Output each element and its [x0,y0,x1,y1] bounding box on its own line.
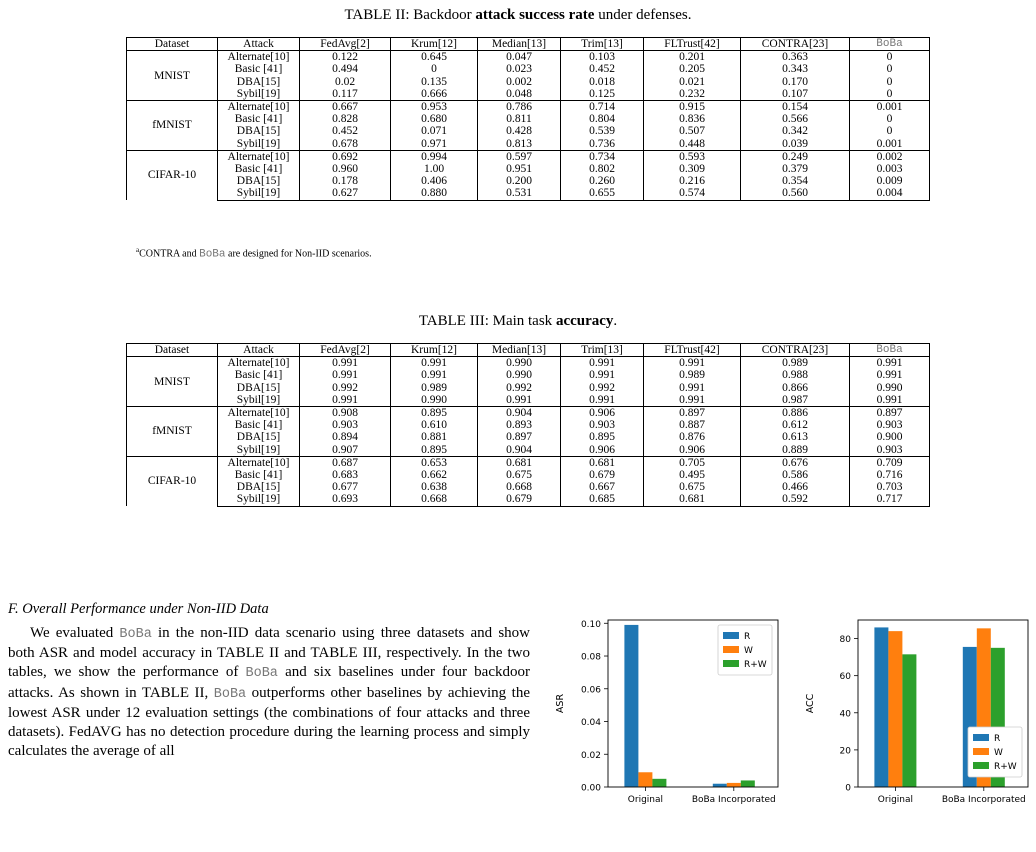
value-cell: 0.992 [300,382,391,394]
value-cell: 0.904 [478,444,561,457]
value-cell: 0.343 [741,63,850,75]
value-cell: 0.717 [850,493,930,506]
y-tick-label: 0.02 [580,750,601,761]
value-cell: 0.677 [300,481,391,493]
value-cell: 0.047 [478,51,561,64]
value-cell: 0.592 [741,493,850,506]
legend [968,727,1022,777]
x-tick-label: Original [877,795,914,805]
header-cell: FedAvg[2] [300,344,391,357]
legend-swatch [723,632,739,639]
value-cell: 0.951 [478,163,561,175]
header-cell: CONTRA[23] [741,38,850,51]
value-cell: 0.915 [644,101,741,114]
value-cell: 0.597 [478,150,561,163]
value-cell: 0.903 [561,419,644,431]
y-tick-label: 0 [845,783,851,794]
value-cell: 0.804 [561,113,644,125]
value-cell: 0.693 [300,493,391,506]
acc-bar-chart [798,612,1036,852]
attack-cell: Sybil[19] [218,493,300,506]
value-cell: 0.889 [741,444,850,457]
value-cell: 0.363 [741,51,850,64]
attack-cell: DBA[15] [218,382,300,394]
value-cell: 0.991 [644,394,741,407]
dataset-cell: CIFAR-10 [127,150,218,200]
value-cell: 0.452 [300,125,391,137]
value-cell: 0.736 [561,138,644,151]
value-cell: 0.612 [741,419,850,431]
table-row [127,163,930,175]
value-cell: 0.907 [300,444,391,457]
value-cell: 0.716 [850,469,930,481]
attack-cell: Alternate[10] [218,357,300,370]
header-cell: Median[13] [478,344,561,357]
legend-swatch [973,748,989,755]
value-cell: 0.991 [300,357,391,370]
value-cell: 0.679 [478,493,561,506]
value-cell: 0.786 [478,101,561,114]
method-name: BoBa [213,686,247,702]
legend-label: R+W [744,660,767,670]
value-cell: 0.680 [391,113,478,125]
dataset-cell: CIFAR-10 [127,456,218,506]
x-tick-label: Original [627,795,664,805]
value-cell: 0.900 [850,431,930,443]
value-cell: 0.02 [300,76,391,88]
method-name: BoBa [245,666,278,682]
value-cell: 0.001 [850,101,930,114]
value-cell: 0.991 [850,394,930,407]
value-cell: 0.125 [561,88,644,101]
y-axis-label: ASR [555,693,566,714]
value-cell: 0.897 [478,431,561,443]
value-cell: 0.613 [741,431,850,443]
value-cell: 0.201 [644,51,741,64]
value-cell: 0.893 [478,419,561,431]
table-row [127,493,930,506]
bar-r-1 [713,784,727,787]
value-cell: 0.802 [561,163,644,175]
value-cell: 0.903 [850,444,930,457]
value-cell: 0.991 [478,394,561,407]
x-tick-label: BoBa Incorporated [691,795,776,805]
value-cell: 0.681 [644,493,741,506]
attack-cell: Sybil[19] [218,88,300,101]
value-cell: 0.991 [391,369,478,381]
value-cell: 0.880 [391,187,478,200]
value-cell: 0.216 [644,175,741,187]
value-cell: 0.991 [561,369,644,381]
value-cell: 0.021 [644,76,741,88]
header-cell: Dataset [127,344,218,357]
bar-w-1 [727,783,741,787]
attack-cell: Basic [41] [218,63,300,75]
text-run: in the non-IID data scenario using three datasets and show both ASR and model accuracy in TABLE II and TABLE III, respectively. In the two tables, we show the performance of [8,625,530,681]
value-cell: 0.988 [741,369,850,381]
table-row [127,63,930,75]
table-row [127,394,930,407]
value-cell: 0.232 [644,88,741,101]
value-cell: 0.813 [478,138,561,151]
value-cell: 0.170 [741,76,850,88]
value-cell: 0 [391,63,478,75]
y-tick-label: 0.04 [580,718,601,729]
value-cell: 0.122 [300,51,391,64]
value-cell: 0.354 [741,175,850,187]
value-cell: 0.071 [391,125,478,137]
attack-cell: DBA[15] [218,481,300,493]
value-cell: 0.531 [478,187,561,200]
value-cell: 0.023 [478,63,561,75]
attack-cell: Alternate[10] [218,101,300,114]
value-cell: 0.048 [478,88,561,101]
x-tick-label: BoBa Incorporated [941,795,1026,805]
bar-r-0 [874,627,888,787]
header-cell: Dataset [127,38,218,51]
value-cell: 0.991 [300,394,391,407]
value-cell: 0.566 [741,113,850,125]
attack-cell: Alternate[10] [218,51,300,64]
attack-cell: Basic [41] [218,369,300,381]
value-cell: 0.991 [850,357,930,370]
value-cell: 0.811 [478,113,561,125]
value-cell: 0.200 [478,175,561,187]
value-cell: 0.989 [644,369,741,381]
text-run: and six baselines under four backdoor attacks. As shown in TABLE II, [8,664,530,701]
dataset-cell: MNIST [127,51,218,101]
header-cell: Median[13] [478,38,561,51]
value-cell: 0.971 [391,138,478,151]
value-cell: 0.560 [741,187,850,200]
value-cell: 0.117 [300,88,391,101]
y-tick-label: 20 [839,746,851,757]
value-cell: 0.692 [300,150,391,163]
value-cell: 0 [850,125,930,137]
value-cell: 0.039 [741,138,850,151]
table-row [127,419,930,431]
value-cell: 0.990 [478,369,561,381]
value-cell: 0 [850,88,930,101]
value-cell: 0 [850,76,930,88]
value-cell: 0.103 [561,51,644,64]
value-cell: 0.675 [478,469,561,481]
value-cell: 0.866 [741,382,850,394]
value-cell: 0.705 [644,456,741,469]
value-cell: 0.539 [561,125,644,137]
y-tick-label: 0.10 [580,619,601,630]
table-row [127,187,930,200]
y-tick-label: 60 [839,672,851,683]
value-cell: 0.309 [644,163,741,175]
legend-label: R+W [994,762,1017,772]
value-cell: 0.002 [850,150,930,163]
table-row [127,88,930,101]
table-row [127,357,930,370]
attack-cell: Basic [41] [218,163,300,175]
attack-cell: Alternate[10] [218,150,300,163]
header-cell: Attack [218,38,300,51]
header-cell: Attack [218,344,300,357]
value-cell: 0.989 [741,357,850,370]
value-cell: 0.406 [391,175,478,187]
value-cell: 0.960 [300,163,391,175]
value-cell: 0.903 [300,419,391,431]
y-tick-label: 0.06 [580,685,601,696]
value-cell: 0.342 [741,125,850,137]
value-cell: 0.734 [561,150,644,163]
legend-swatch [973,762,989,769]
table-row [127,369,930,381]
value-cell: 0.989 [391,382,478,394]
legend-label: W [744,646,753,656]
value-cell: 0.018 [561,76,644,88]
attack-cell: Basic [41] [218,113,300,125]
method-name: BoBa [119,627,152,642]
value-cell: 0.009 [850,175,930,187]
value-cell: 0 [850,63,930,75]
value-cell: 0.666 [391,88,478,101]
table2-asr [126,37,930,201]
attack-cell: Sybil[19] [218,138,300,151]
value-cell: 0 [850,113,930,125]
table-row [127,444,930,457]
section-paragraph [8,624,530,761]
dataset-cell: fMNIST [127,101,218,151]
y-tick-label: 80 [839,635,851,646]
value-cell: 0.895 [391,444,478,457]
value-cell: 0.452 [561,63,644,75]
header-cell: CONTRA[23] [741,344,850,357]
table-row [127,51,930,64]
value-cell: 0.593 [644,150,741,163]
value-cell: 0.906 [644,444,741,457]
attack-cell: Basic [41] [218,419,300,431]
header-cell: Trim[13] [561,38,644,51]
legend-label: R [744,632,751,642]
value-cell: 0.906 [561,444,644,457]
value-cell: 0.002 [478,76,561,88]
value-cell: 0.667 [561,481,644,493]
table3-accuracy [126,343,930,507]
value-cell: 0.876 [644,431,741,443]
value-cell: 0.178 [300,175,391,187]
y-tick-label: 0.08 [580,652,601,663]
table-row [127,456,930,469]
value-cell: 0.586 [741,469,850,481]
table-row [127,175,930,187]
asr-bar-chart [548,612,788,852]
y-axis-label: ACC [805,693,816,714]
value-cell: 0.903 [850,419,930,431]
value-cell: 0.895 [561,431,644,443]
value-cell: 0.678 [300,138,391,151]
bar-r-plus-w-0 [652,779,666,787]
value-cell: 0.906 [561,407,644,420]
attack-cell: Alternate[10] [218,407,300,420]
dataset-cell: MNIST [127,357,218,407]
y-tick-label: 0.00 [580,783,601,794]
table-row [127,431,930,443]
table-row [127,138,930,151]
value-cell: 0.994 [391,150,478,163]
header-cell: BoBa [850,344,930,357]
value-cell: 0.655 [561,187,644,200]
value-cell: 0.685 [561,493,644,506]
attack-cell: DBA[15] [218,76,300,88]
value-cell: 0.494 [300,63,391,75]
table-row [127,407,930,420]
value-cell: 0.610 [391,419,478,431]
value-cell: 0.645 [391,51,478,64]
value-cell: 0.991 [644,357,741,370]
legend-label: R [994,734,1001,744]
bar-r-plus-w-0 [902,654,916,787]
value-cell: 0.990 [850,382,930,394]
value-cell: 0.703 [850,481,930,493]
value-cell: 0.991 [850,369,930,381]
attack-cell: DBA[15] [218,175,300,187]
table-row [127,481,930,493]
table2-footnote: $^a$CONTRA and BoBa are designed for Non-IID scenarios. [136,246,372,261]
value-cell: 0.135 [391,76,478,88]
legend [718,625,772,675]
value-cell: 0.991 [561,394,644,407]
table2-caption: TABLE II: Backdoor attack success rate under defenses. [344,7,692,23]
table-row [127,76,930,88]
value-cell: 0.990 [391,394,478,407]
value-cell: 0.260 [561,175,644,187]
value-cell: 1.00 [391,163,478,175]
value-cell: 0.004 [850,187,930,200]
bar-w-0 [638,772,652,787]
value-cell: 0.675 [644,481,741,493]
attack-cell: DBA[15] [218,125,300,137]
table-row [127,469,930,481]
attack-cell: Sybil[19] [218,444,300,457]
header-cell: FedAvg[2] [300,38,391,51]
value-cell: 0.107 [741,88,850,101]
legend-swatch [723,646,739,653]
value-cell: 0.991 [561,357,644,370]
value-cell: 0.154 [741,101,850,114]
attack-cell: Sybil[19] [218,394,300,407]
legend-label: W [994,748,1003,758]
value-cell: 0.683 [300,469,391,481]
legend-swatch [723,660,739,667]
attack-cell: Alternate[10] [218,456,300,469]
value-cell: 0.627 [300,187,391,200]
table-row [127,150,930,163]
value-cell: 0.990 [478,357,561,370]
value-cell: 0 [850,51,930,64]
value-cell: 0.894 [300,431,391,443]
value-cell: 0.428 [478,125,561,137]
value-cell: 0.653 [391,456,478,469]
header-cell: Trim[13] [561,344,644,357]
attack-cell: DBA[15] [218,431,300,443]
text-run: We evaluated [30,625,120,641]
value-cell: 0.992 [561,382,644,394]
header-cell: Krum[12] [391,344,478,357]
header-cell: Krum[12] [391,38,478,51]
value-cell: 0.676 [741,456,850,469]
value-cell: 0.681 [561,456,644,469]
value-cell: 0.205 [644,63,741,75]
value-cell: 0.001 [850,138,930,151]
value-cell: 0.379 [741,163,850,175]
value-cell: 0.953 [391,101,478,114]
text-run: outperforms other baselines by achieving the lowest ASR under 12 evaluation settings (the combinations of four attacks and three datasets). FedAVG has no detection procedure during the learning process and simply calculates the average of all [8,684,530,760]
value-cell: 0.886 [741,407,850,420]
bar-r-plus-w-1 [741,780,755,787]
section-title: F. Overall Performance under Non-IID Data [8,601,269,617]
value-cell: 0.667 [300,101,391,114]
value-cell: 0.908 [300,407,391,420]
value-cell: 0.991 [300,369,391,381]
value-cell: 0.714 [561,101,644,114]
value-cell: 0.249 [741,150,850,163]
table-row [127,125,930,137]
header-cell: FLTrust[42] [644,38,741,51]
bar-r-0 [624,625,638,787]
value-cell: 0.904 [478,407,561,420]
attack-cell: Basic [41] [218,469,300,481]
value-cell: 0.992 [478,382,561,394]
value-cell: 0.991 [391,357,478,370]
header-cell: FLTrust[42] [644,344,741,357]
value-cell: 0.897 [850,407,930,420]
value-cell: 0.687 [300,456,391,469]
y-tick-label: 40 [839,709,851,720]
table3-caption: TABLE III: Main task accuracy. [418,313,618,329]
value-cell: 0.679 [561,469,644,481]
value-cell: 0.881 [391,431,478,443]
header-cell: BoBa [850,38,930,51]
table-row [127,382,930,394]
value-cell: 0.507 [644,125,741,137]
bar-w-0 [888,631,902,787]
table-row [127,101,930,114]
value-cell: 0.709 [850,456,930,469]
attack-cell: Sybil[19] [218,187,300,200]
table-row [127,113,930,125]
value-cell: 0.662 [391,469,478,481]
value-cell: 0.638 [391,481,478,493]
value-cell: 0.668 [391,493,478,506]
value-cell: 0.836 [644,113,741,125]
value-cell: 0.495 [644,469,741,481]
value-cell: 0.895 [391,407,478,420]
value-cell: 0.991 [644,382,741,394]
value-cell: 0.466 [741,481,850,493]
dataset-cell: fMNIST [127,407,218,457]
value-cell: 0.887 [644,419,741,431]
value-cell: 0.987 [741,394,850,407]
value-cell: 0.681 [478,456,561,469]
value-cell: 0.828 [300,113,391,125]
value-cell: 0.003 [850,163,930,175]
value-cell: 0.574 [644,187,741,200]
value-cell: 0.448 [644,138,741,151]
value-cell: 0.668 [478,481,561,493]
legend-swatch [973,734,989,741]
value-cell: 0.897 [644,407,741,420]
